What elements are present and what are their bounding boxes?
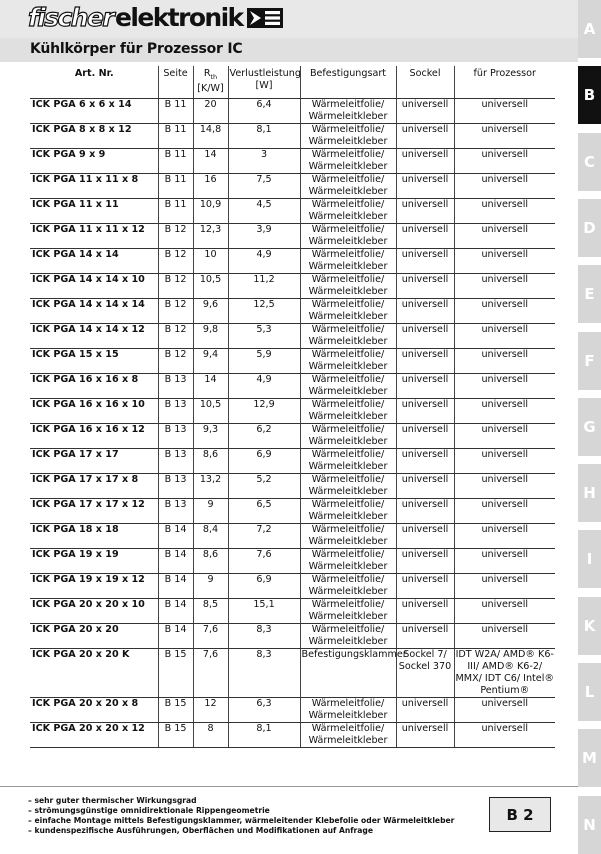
cell-befestigung: Wärmeleitfolie/ Wärmeleitkleber <box>300 224 396 249</box>
cell-prozessor: universell <box>454 574 555 599</box>
cell-art: ICK PGA 20 x 20 K <box>30 649 158 698</box>
table-row <box>30 174 555 199</box>
cell-seite: B 12 <box>158 274 193 299</box>
cell-art: ICK PGA 9 x 9 <box>30 149 158 174</box>
cell-sockel: universell <box>396 424 454 449</box>
cell-seite: B 11 <box>158 124 193 149</box>
cell-befestigung: Wärmeleitfolie/ Wärmeleitkleber <box>300 424 396 449</box>
cell-prozessor: universell <box>454 224 555 249</box>
cell-rth: 14 <box>193 149 228 174</box>
cell-verlust: 12,9 <box>228 399 300 424</box>
cell-sockel: universell <box>396 524 454 549</box>
cell-verlust: 7,2 <box>228 524 300 549</box>
cell-seite: B 13 <box>158 474 193 499</box>
cell-sockel: universell <box>396 99 454 124</box>
cell-sockel: universell <box>396 624 454 649</box>
cell-prozessor: universell <box>454 499 555 524</box>
section-tab-i[interactable]: I <box>578 530 601 588</box>
cell-rth: 12,3 <box>193 224 228 249</box>
cell-seite: B 13 <box>158 399 193 424</box>
table-row <box>30 224 555 249</box>
cell-befestigung: Wärmeleitfolie/ Wärmeleitkleber <box>300 723 396 748</box>
cell-seite: B 15 <box>158 698 193 723</box>
cell-art: ICK PGA 14 x 14 x 10 <box>30 274 158 299</box>
cell-rth: 8,6 <box>193 549 228 574</box>
table-row <box>30 624 555 649</box>
cell-rth: 9,4 <box>193 349 228 374</box>
section-tab-g[interactable]: G <box>578 398 601 456</box>
cell-verlust: 4,5 <box>228 199 300 224</box>
cell-verlust: 3 <box>228 149 300 174</box>
cell-art: ICK PGA 16 x 16 x 10 <box>30 399 158 424</box>
table-header-row <box>30 66 555 99</box>
cell-befestigung: Wärmeleitfolie/ Wärmeleitkleber <box>300 124 396 149</box>
cell-rth: 12 <box>193 698 228 723</box>
cell-rth: 14 <box>193 374 228 399</box>
table-row <box>30 499 555 524</box>
table-row <box>30 99 555 124</box>
cell-seite: B 11 <box>158 99 193 124</box>
cell-seite: B 12 <box>158 299 193 324</box>
cell-sockel: universell <box>396 349 454 374</box>
cell-befestigung: Wärmeleitfolie/ Wärmeleitkleber <box>300 624 396 649</box>
cell-verlust: 8,3 <box>228 624 300 649</box>
cell-befestigung: Wärmeleitfolie/ Wärmeleitkleber <box>300 499 396 524</box>
cell-befestigung: Wärmeleitfolie/ Wärmeleitkleber <box>300 174 396 199</box>
cell-rth: 9,3 <box>193 424 228 449</box>
cell-prozessor: universell <box>454 399 555 424</box>
cell-verlust: 6,3 <box>228 698 300 723</box>
cell-art: ICK PGA 20 x 20 x 12 <box>30 723 158 748</box>
cell-rth: 13,2 <box>193 474 228 499</box>
col-header-seite: Seite <box>158 66 193 99</box>
cell-art: ICK PGA 17 x 17 x 12 <box>30 499 158 524</box>
cell-prozessor: IDT W2A/ AMD® K6-III/ AMD® K6-2/ MMX/ IDT C6/ Intel® Pentium® <box>455 649 554 696</box>
product-table <box>30 66 555 748</box>
cell-befestigung: Wärmeleitfolie/ Wärmeleitkleber <box>300 524 396 549</box>
section-tab-l[interactable]: L <box>578 663 601 721</box>
section-tab-h[interactable]: H <box>578 464 601 522</box>
cell-seite: B 14 <box>158 599 193 624</box>
cell-verlust: 6,2 <box>228 424 300 449</box>
col-header-verlust: Verlustleistung [W] <box>228 66 300 99</box>
table-row <box>30 324 555 349</box>
table-row <box>30 374 555 399</box>
cell-sockel: universell <box>396 224 454 249</box>
cell-seite: B 14 <box>158 524 193 549</box>
footer-rule <box>0 786 578 787</box>
cell-sockel: universell <box>396 499 454 524</box>
cell-prozessor: universell <box>454 374 555 399</box>
table-row <box>30 524 555 549</box>
cell-art: ICK PGA 11 x 11 x 12 <box>30 224 158 249</box>
cell-seite: B 12 <box>158 349 193 374</box>
cell-prozessor: universell <box>454 149 555 174</box>
page-title: Kühlkörper für Prozessor IC <box>30 41 243 57</box>
col-header-sockel: Sockel <box>396 66 454 99</box>
cell-prozessor: universell <box>454 99 555 124</box>
section-tab-k[interactable]: K <box>578 597 601 655</box>
section-tab-n[interactable]: N <box>578 796 601 854</box>
feature-item: – einfache Montage mittels Befestigungsklammer, wärmeleitender Klebefolie oder Wärmeleitkleber <box>28 816 455 825</box>
cell-art: ICK PGA 14 x 14 x 14 <box>30 299 158 324</box>
cell-befestigung: Wärmeleitfolie/ Wärmeleitkleber <box>300 374 396 399</box>
cell-seite: B 15 <box>158 723 193 748</box>
cell-sockel: universell <box>396 399 454 424</box>
section-tab-b[interactable]: B <box>578 66 601 124</box>
cell-art: ICK PGA 14 x 14 x 12 <box>30 324 158 349</box>
feature-item: – kundenspezifische Ausführungen, Oberflächen und Modifikationen auf Anfrage <box>28 826 374 835</box>
table-row <box>30 723 555 748</box>
cell-prozessor: universell <box>454 124 555 149</box>
cell-prozessor: universell <box>454 324 555 349</box>
cell-sockel: universell <box>396 249 454 274</box>
cell-befestigung: Wärmeleitfolie/ Wärmeleitkleber <box>300 274 396 299</box>
cell-prozessor: universell <box>454 249 555 274</box>
cell-sockel: universell <box>396 723 454 748</box>
cell-befestigung: Wärmeleitfolie/ Wärmeleitkleber <box>300 474 396 499</box>
cell-befestigung: Befestigungsklammer <box>300 649 396 698</box>
table-row <box>30 199 555 224</box>
cell-art: ICK PGA 6 x 6 x 14 <box>30 99 158 124</box>
cell-befestigung: Wärmeleitfolie/ Wärmeleitkleber <box>300 449 396 474</box>
cell-prozessor: universell <box>454 698 555 723</box>
cell-art: ICK PGA 18 x 18 <box>30 524 158 549</box>
cell-rth: 20 <box>193 99 228 124</box>
cell-seite: B 14 <box>158 549 193 574</box>
cell-befestigung: Wärmeleitfolie/ Wärmeleitkleber <box>300 199 396 224</box>
cell-art: ICK PGA 15 x 15 <box>30 349 158 374</box>
cell-verlust: 3,9 <box>228 224 300 249</box>
cell-sockel: universell <box>396 549 454 574</box>
cell-art: ICK PGA 19 x 19 x 12 <box>30 574 158 599</box>
feature-item: – sehr guter thermischer Wirkungsgrad <box>28 796 197 805</box>
cell-rth: 8,6 <box>193 449 228 474</box>
cell-art: ICK PGA 16 x 16 x 8 <box>30 374 158 399</box>
cell-befestigung: Wärmeleitfolie/ Wärmeleitkleber <box>300 549 396 574</box>
feature-item: – strömungsgünstige omnidirektionale Rippengeometrie <box>28 806 270 815</box>
brand-logo <box>28 3 283 32</box>
cell-sockel: universell <box>396 449 454 474</box>
table-row <box>30 549 555 574</box>
cell-art: ICK PGA 20 x 20 <box>30 624 158 649</box>
section-tab-c[interactable]: C <box>578 133 601 191</box>
table-row <box>30 124 555 149</box>
cell-sockel: universell <box>396 174 454 199</box>
cell-sockel: universell <box>396 599 454 624</box>
cell-verlust: 6,9 <box>228 449 300 474</box>
cell-sockel: Sockel 7/ Sockel 370 <box>396 649 454 698</box>
cell-seite: B 12 <box>158 224 193 249</box>
col-header-art: Art. Nr. <box>30 66 158 99</box>
cell-verlust: 6,5 <box>228 499 300 524</box>
table-row <box>30 424 555 449</box>
cell-art: ICK PGA 16 x 16 x 12 <box>30 424 158 449</box>
cell-sockel: universell <box>396 299 454 324</box>
col-header-befestigung: Befestigungsart <box>300 66 396 99</box>
cell-art: ICK PGA 20 x 20 x 8 <box>30 698 158 723</box>
cell-seite: B 13 <box>158 374 193 399</box>
section-tab-d[interactable]: D <box>578 199 601 257</box>
brand-word-1: fischer <box>28 3 114 32</box>
cell-rth: 10,9 <box>193 199 228 224</box>
cell-rth: 10,5 <box>193 274 228 299</box>
table-row <box>30 149 555 174</box>
cell-rth: 9,6 <box>193 299 228 324</box>
cell-seite: B 15 <box>158 649 193 698</box>
table-row <box>30 299 555 324</box>
cell-rth: 8,5 <box>193 599 228 624</box>
cell-art: ICK PGA 19 x 19 <box>30 549 158 574</box>
cell-rth: 8,4 <box>193 524 228 549</box>
cell-art: ICK PGA 11 x 11 <box>30 199 158 224</box>
page-number: B 2 <box>489 797 551 832</box>
cell-befestigung: Wärmeleitfolie/ Wärmeleitkleber <box>300 249 396 274</box>
cell-rth: 16 <box>193 174 228 199</box>
cell-verlust: 11,2 <box>228 274 300 299</box>
cell-prozessor: universell <box>454 424 555 449</box>
cell-verlust: 5,2 <box>228 474 300 499</box>
cell-rth: 9 <box>193 574 228 599</box>
cell-rth: 14,8 <box>193 124 228 149</box>
table-row <box>30 274 555 299</box>
cell-art: ICK PGA 8 x 8 x 12 <box>30 124 158 149</box>
section-tabs <box>578 0 601 850</box>
cell-art: ICK PGA 20 x 20 x 10 <box>30 599 158 624</box>
cell-verlust: 7,5 <box>228 174 300 199</box>
cell-art: ICK PGA 11 x 11 x 8 <box>30 174 158 199</box>
logo-arrow-icon <box>247 8 283 28</box>
cell-verlust: 8,3 <box>228 649 300 698</box>
cell-rth: 7,6 <box>193 649 228 698</box>
cell-sockel: universell <box>396 474 454 499</box>
cell-verlust: 5,3 <box>228 324 300 349</box>
col-header-rth: $R_{th}$ [K/W] <box>193 66 228 99</box>
cell-sockel: universell <box>396 574 454 599</box>
cell-verlust: 6,4 <box>228 99 300 124</box>
cell-rth: 9,8 <box>193 324 228 349</box>
cell-seite: B 14 <box>158 574 193 599</box>
cell-rth: 8 <box>193 723 228 748</box>
cell-prozessor: universell <box>454 474 555 499</box>
cell-verlust: 8,1 <box>228 723 300 748</box>
cell-prozessor: universell <box>454 624 555 649</box>
cell-seite: B 13 <box>158 449 193 474</box>
cell-seite: B 11 <box>158 149 193 174</box>
table-row <box>30 449 555 474</box>
table-row <box>30 474 555 499</box>
section-tab-e[interactable]: E <box>578 265 601 323</box>
cell-befestigung: Wärmeleitfolie/ Wärmeleitkleber <box>300 149 396 174</box>
cell-seite: B 14 <box>158 624 193 649</box>
table-row <box>30 649 555 698</box>
cell-befestigung: Wärmeleitfolie/ Wärmeleitkleber <box>300 599 396 624</box>
cell-prozessor: universell <box>454 723 555 748</box>
cell-prozessor: universell <box>454 174 555 199</box>
cell-rth: 7,6 <box>193 624 228 649</box>
cell-prozessor: universell <box>454 199 555 224</box>
section-tab-f[interactable]: F <box>578 332 601 390</box>
cell-verlust: 5,9 <box>228 349 300 374</box>
cell-seite: B 11 <box>158 199 193 224</box>
cell-prozessor: universell <box>454 349 555 374</box>
cell-verlust: 4,9 <box>228 249 300 274</box>
cell-rth: 9 <box>193 499 228 524</box>
cell-art: ICK PGA 14 x 14 <box>30 249 158 274</box>
cell-seite: B 13 <box>158 424 193 449</box>
cell-prozessor: universell <box>454 524 555 549</box>
cell-verlust: 7,6 <box>228 549 300 574</box>
cell-verlust: 8,1 <box>228 124 300 149</box>
cell-prozessor: universell <box>454 449 555 474</box>
cell-prozessor: universell <box>454 549 555 574</box>
table-row <box>30 698 555 723</box>
cell-art: ICK PGA 17 x 17 <box>30 449 158 474</box>
cell-sockel: universell <box>396 124 454 149</box>
col-header-prozessor: für Prozessor <box>454 66 555 99</box>
cell-befestigung: Wärmeleitfolie/ Wärmeleitkleber <box>300 399 396 424</box>
table-row <box>30 349 555 374</box>
cell-sockel: universell <box>396 149 454 174</box>
table-row <box>30 599 555 624</box>
cell-art: ICK PGA 17 x 17 x 8 <box>30 474 158 499</box>
cell-sockel: universell <box>396 199 454 224</box>
brand-word-2: elektronik <box>115 3 243 32</box>
cell-befestigung: Wärmeleitfolie/ Wärmeleitkleber <box>300 349 396 374</box>
cell-seite: B 12 <box>158 249 193 274</box>
table-row <box>30 574 555 599</box>
table-row <box>30 249 555 274</box>
cell-rth: 10 <box>193 249 228 274</box>
cell-sockel: universell <box>396 324 454 349</box>
cell-verlust: 15,1 <box>228 599 300 624</box>
cell-befestigung: Wärmeleitfolie/ Wärmeleitkleber <box>300 574 396 599</box>
cell-seite: B 11 <box>158 174 193 199</box>
cell-befestigung: Wärmeleitfolie/ Wärmeleitkleber <box>300 324 396 349</box>
cell-rth: 10,5 <box>193 399 228 424</box>
cell-sockel: universell <box>396 274 454 299</box>
cell-befestigung: Wärmeleitfolie/ Wärmeleitkleber <box>300 99 396 124</box>
cell-prozessor: universell <box>454 274 555 299</box>
cell-prozessor: universell <box>454 599 555 624</box>
section-tab-a[interactable]: A <box>578 0 601 58</box>
cell-verlust: 6,9 <box>228 574 300 599</box>
cell-prozessor: universell <box>454 299 555 324</box>
cell-befestigung: Wärmeleitfolie/ Wärmeleitkleber <box>300 299 396 324</box>
cell-seite: B 13 <box>158 499 193 524</box>
cell-verlust: 12,5 <box>228 299 300 324</box>
feature-list <box>28 796 498 836</box>
table-row <box>30 399 555 424</box>
section-tab-m[interactable]: M <box>578 729 601 787</box>
cell-befestigung: Wärmeleitfolie/ Wärmeleitkleber <box>300 698 396 723</box>
cell-seite: B 12 <box>158 324 193 349</box>
cell-sockel: universell <box>396 374 454 399</box>
cell-sockel: universell <box>396 698 454 723</box>
cell-verlust: 4,9 <box>228 374 300 399</box>
